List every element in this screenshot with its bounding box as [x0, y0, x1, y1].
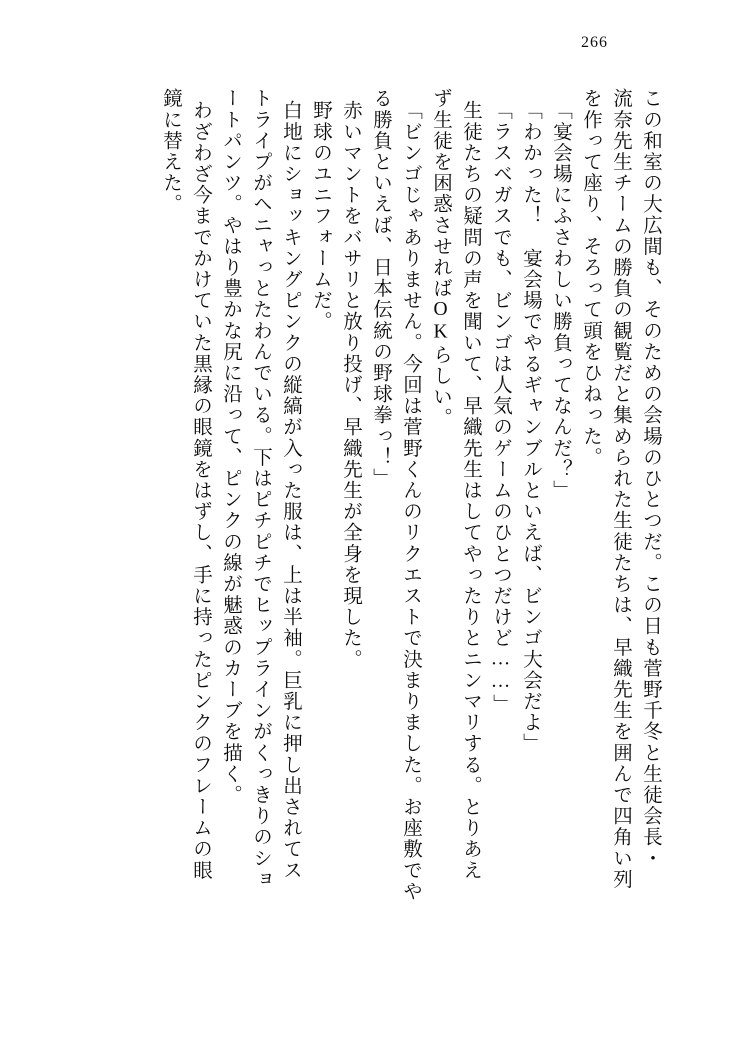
text-line: 流奈先生チームの勝負の観覧だと集められた生徒たちは、早織先生を囲んで四角い列	[610, 88, 631, 890]
page-number: 266	[581, 34, 608, 51]
text-line: 鏡に替えた。	[160, 88, 181, 215]
text-line: ず生徒を困惑させればOKらしい。	[430, 88, 451, 429]
text-line: 「ラスベガスでも、ビンゴは人気のゲームのひとつだけど……」	[490, 100, 511, 715]
text-line: 野球のユニフォームだ。	[310, 100, 331, 333]
text-line: 「わかった！ 宴会場でやるギャンブルといえば、ビンゴ大会だよ」	[520, 100, 541, 755]
text-line: る勝負といえば、日本伝統の野球拳っ！」	[370, 88, 391, 489]
text-line: 赤いマントをバサリと放り投げ、早織先生が全身を現した。	[340, 100, 361, 670]
text-line: 白地にショッキングピンクの縦縞が入った服は、上は半袖。巨乳に押し出されてス	[280, 100, 301, 881]
text-line: 「宴会場にふさわしい勝負ってなんだ？」	[550, 100, 571, 501]
vertical-text-body	[76, 88, 660, 968]
text-line: ートパンツ。やはり豊かな尻に沿って、ピンクの線が魅惑のカーブを描く。	[220, 88, 241, 806]
text-line: 生徒たちの疑問の声を聞いて、早織先生はしてやったりとニンマリする。とりあえ	[460, 100, 481, 881]
text-line: この和室の大広間も、そのための会場のひとつだ。この日も菅野千冬と生徒会長・	[640, 88, 661, 869]
text-line: わざわざ今までかけていた黒縁の眼鏡をはずし、手に持ったピンクのフレームの眼	[190, 100, 211, 881]
text-line: を作って座り、そろって頭をひねった。	[580, 88, 601, 468]
text-line: トライプがヘニャっとたわんでいる。下はピチピチでヒップラインがくっきりのショ	[250, 88, 271, 890]
text-line: 「ビンゴじゃありません。今回は菅野くんのリクエストで決まりました。お座敷でや	[400, 100, 421, 902]
